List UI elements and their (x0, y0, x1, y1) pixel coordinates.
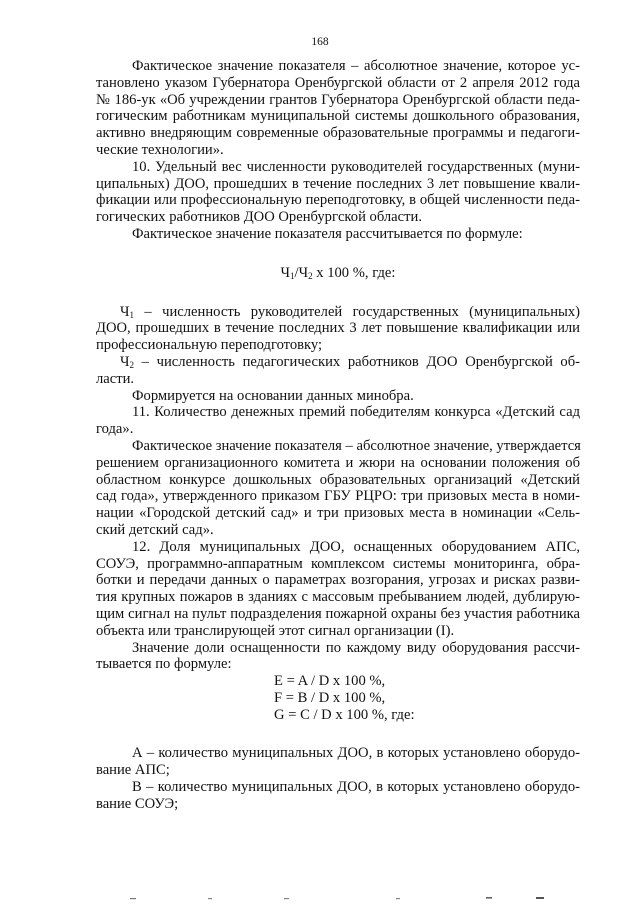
text-line: СОУЭ, программно-аппаратным комплексом системы мониторинга, обра- (96, 555, 580, 572)
text-line: 11. Количество денежных премий победителям конкурса «Детский сад (132, 404, 580, 421)
text-line: ческие технологии». (96, 141, 224, 158)
text-line: ботки и передачи данных о параметрах возгорания, угрозах и рисках разви- (96, 572, 580, 589)
page-number: 168 (311, 36, 329, 48)
text-line: фикации или профессиональную переподготовку, в общей численности педа- (96, 192, 580, 209)
text-line: года». (96, 421, 134, 438)
text-line: Формируется на основании данных минобра. (132, 387, 414, 404)
text-line: ДОО, прошедших в течение последних 3 лет повышение квалификации или (96, 320, 580, 337)
text-line: нации «Городской детский сад» и три призовых места в номинации «Сель- (96, 505, 580, 522)
text-line: $Ч_1$ – численность руководителей государственных (муниципальных) (120, 303, 580, 320)
text-line: Фактическое значение показателя – абсолютное значение, утверждается (132, 437, 581, 454)
text-line: ципальных) ДОО, прошедших в течение последних 3 лет повышение квали- (96, 175, 580, 192)
formula-line: G = C / D х 100 %, где: (274, 706, 415, 723)
text-line: профессиональную переподготовку; (96, 337, 323, 354)
text-line: областном конкурсе дошкольных образовательных организаций «Детский (96, 471, 580, 488)
formula-line: F = B / D х 100 %, (274, 689, 386, 706)
scan-artifact-specks (0, 896, 640, 902)
text-line: Фактическое значение показателя рассчитывается по формуле: (132, 225, 523, 242)
text-line: активно внедряющим современные образовательные программы и педагоги- (96, 125, 580, 142)
text-line: решением организационного комитета и жюри на основании положения об (96, 454, 580, 471)
text-line: гогическим работникам муниципальной системы дошкольного образования, (96, 108, 580, 125)
text-line: А – количество муниципальных ДОО, в которых установлено оборудо- (132, 745, 580, 762)
text-line: В – количество муниципальных ДОО, в которых установлено оборудо- (132, 779, 580, 796)
text-line: № 186-ук «Об учреждении грантов Губернатора Оренбургской области педа- (96, 91, 580, 108)
text-line: вание СОУЭ; (96, 795, 179, 812)
text-line: тия крупных пожаров в зданиях с массовым пребыванием людей, дублирую- (96, 589, 580, 606)
text-line: вание АПС; (96, 762, 170, 779)
text-line: тывается по формуле: (96, 656, 232, 673)
text-line: объекта или транслирующей этот сигнал организации (I). (96, 622, 455, 639)
text-line: ласти. (96, 370, 135, 387)
text-line: тановлено указом Губернатора Оренбургской области от 2 апреля 2012 года (96, 74, 580, 91)
text-line: Значение доли оснащенности по каждому виду оборудования рассчи- (132, 639, 580, 656)
text-line: сад года», утвержденного приказом ГБУ РЦРО: три призовых места в номи- (96, 488, 580, 505)
formula-line: $Ч_1/Ч_2$ х 100 %, где: (280, 264, 396, 281)
text-line: ский детский сад». (96, 521, 214, 538)
text-line: Фактическое значение показателя – абсолютное значение, которое ус- (132, 58, 580, 74)
text-line: гогических работников ДОО Оренбургской области. (96, 209, 422, 226)
formula-line: E = A / D х 100 %, (274, 673, 386, 690)
document-body (96, 58, 580, 813)
text-line: 10. Удельный вес численности руководителей государственных (муни- (132, 158, 580, 175)
text-line: 12. Доля муниципальных ДОО, оснащенных оборудованием АПС, (132, 538, 580, 555)
text-line: щим сигнал на пульт подразделения пожарной охраны без участия работника (96, 605, 580, 622)
text-line: $Ч_2$ – численность педагогических работников ДОО Оренбургской об- (120, 353, 581, 370)
